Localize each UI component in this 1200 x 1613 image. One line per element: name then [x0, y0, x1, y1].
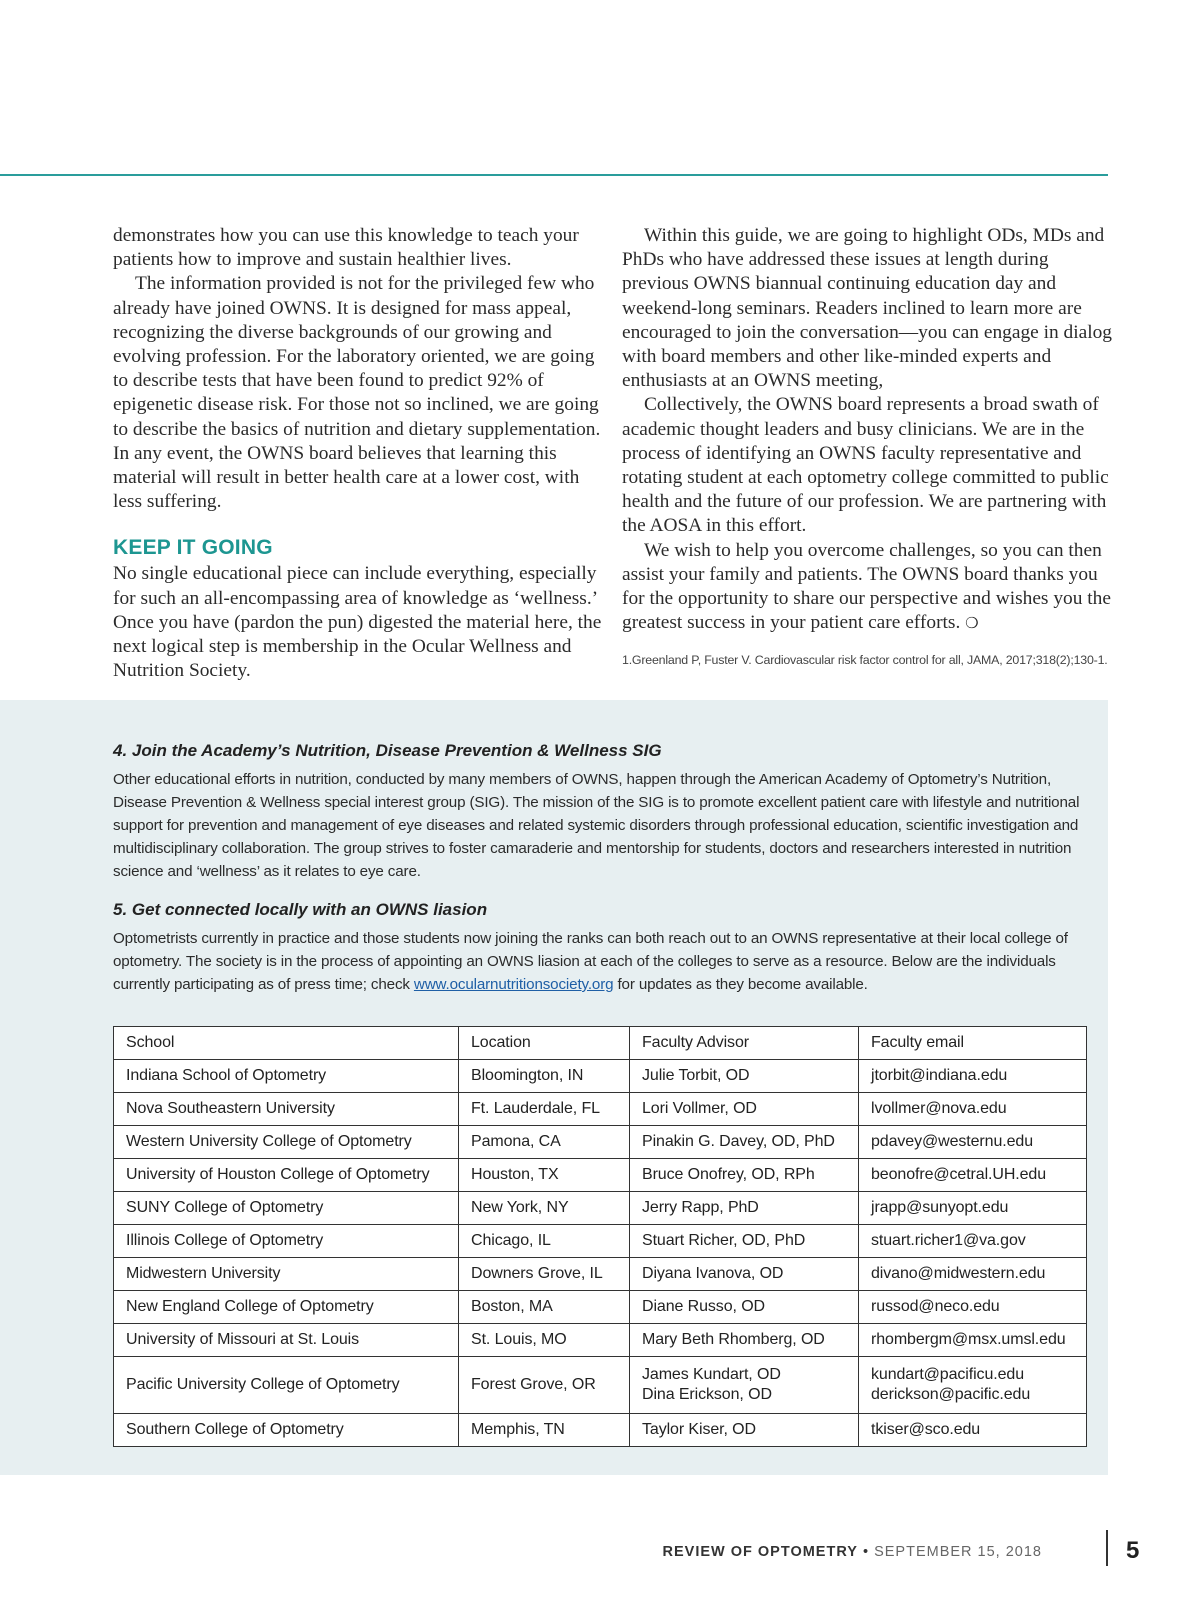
cell-location: New York, NY [459, 1192, 630, 1225]
owns-website-link[interactable]: www.ocularnutritionsociety.org [413, 976, 614, 993]
cell-school: Indiana School of Optometry [114, 1060, 459, 1093]
cell-email: russod@neco.edu [859, 1291, 1087, 1324]
liaison-table [113, 1026, 1087, 1447]
cell-advisor: Lori Vollmer, OD [630, 1093, 859, 1126]
cell-location: Downers Grove, IL [459, 1258, 630, 1291]
left-paragraph-1: demonstrates how you can use this knowledge to teach your patients how to improve and sustain healthier lives. [113, 225, 579, 271]
issue-date: SEPTEMBER 15, 2018 [874, 1544, 1042, 1560]
advisor-email-2: derickson@pacific.edu [871, 1386, 1031, 1403]
keep-it-going-heading: KEEP IT GOING [113, 536, 273, 560]
advisor-name-1: James Kundart, OD [642, 1366, 781, 1383]
table-row [114, 1093, 1087, 1126]
cell-advisor: Diyana Ivanova, OD [630, 1258, 859, 1291]
cell-location: Bloomington, IN [459, 1060, 630, 1093]
section-4-text: Other educational efforts in nutrition, conducted by many members of OWNS, happen through the American Academy of Optometry’s Nutrition, Disease Prevention & Wellness special interest group (SIG). The mission of the SIG is to promote excellent patient care with lifestyle and nutritional support for prevention and management of eye diseases and related systemic disorders through professional education, scientific investigation and multidisciplinary collaboration. The group strives to foster camaraderie and mentorship for students, doctors and researchers interested in nutrition science and ‘wellness’ as it relates to eye care. [113, 771, 1080, 880]
cell-location: Boston, MA [459, 1291, 630, 1324]
footnote: 1.Greenland P, Fuster V. Cardiovascular risk factor control for all, JAMA, 2017;318(2);130-1. [622, 653, 1108, 668]
right-paragraph-3 [622, 539, 1112, 636]
section-5-text-after: for updates as they become available. [617, 976, 868, 993]
cell-school: Midwestern University [114, 1258, 459, 1291]
section-5-text [113, 927, 1088, 996]
right-paragraph-2: Collectively, the OWNS board represents a broad swath of academic thought leaders and busy clinicians. We are in the process of identifying an OWNS faculty representative and rotating student at each optometry college committed to public health and the future of our profession. We are partnering with the AOSA in this effort. [622, 394, 1109, 537]
table-row [114, 1324, 1087, 1357]
footer-divider [1106, 1530, 1108, 1566]
cell-school: University of Houston College of Optometry [114, 1159, 459, 1192]
cell-school: Illinois College of Optometry [114, 1225, 459, 1258]
cell-school: SUNY College of Optometry [114, 1192, 459, 1225]
cell-email: divano@midwestern.edu [859, 1258, 1087, 1291]
cell-location: Memphis, TN [459, 1414, 630, 1447]
cell-email [859, 1357, 1087, 1414]
table-header-row [114, 1027, 1087, 1060]
cell-advisor: Pinakin G. Davey, OD, PhD [630, 1126, 859, 1159]
cell-location: Ft. Lauderdale, FL [459, 1093, 630, 1126]
table-row [114, 1414, 1087, 1447]
cell-location: Forest Grove, OR [459, 1357, 630, 1414]
cell-school: Western University College of Optometry [114, 1126, 459, 1159]
section-4-heading: 4. Join the Academy’s Nutrition, Disease Prevention & Wellness SIG [113, 741, 662, 760]
cell-school: University of Missouri at St. Louis [114, 1324, 459, 1357]
table-row [114, 1126, 1087, 1159]
cell-school: Southern College of Optometry [114, 1414, 459, 1447]
table-row [114, 1192, 1087, 1225]
cell-location: Chicago, IL [459, 1225, 630, 1258]
page-footer [663, 1544, 1043, 1560]
article-right-column [622, 224, 1112, 668]
sidebar-content [113, 740, 1088, 1012]
cell-email: rhombergm@msx.umsl.edu [859, 1324, 1087, 1357]
header-faculty-email: Faculty email [859, 1027, 1087, 1060]
end-mark-icon: ❍ [965, 614, 979, 633]
page-number: 5 [1126, 1537, 1140, 1564]
cell-school: New England College of Optometry [114, 1291, 459, 1324]
cell-advisor [630, 1357, 859, 1414]
cell-email: pdavey@westernu.edu [859, 1126, 1087, 1159]
cell-email: stuart.richer1@va.gov [859, 1225, 1087, 1258]
right-paragraph-3-text: We wish to help you overcome challenges, so you can then assist your family and patients. The OWNS board thanks you for the opportunity to share our perspective and wishes you the greatest success in your patient care efforts. [622, 539, 1111, 634]
cell-advisor: Stuart Richer, OD, PhD [630, 1225, 859, 1258]
table-row [114, 1159, 1087, 1192]
cell-advisor: Jerry Rapp, PhD [630, 1192, 859, 1225]
table-row [114, 1225, 1087, 1258]
cell-email: lvollmer@nova.edu [859, 1093, 1087, 1126]
table-row [114, 1258, 1087, 1291]
cell-advisor: Mary Beth Rhomberg, OD [630, 1324, 859, 1357]
cell-email: beonofre@cetral.UH.edu [859, 1159, 1087, 1192]
table-row [114, 1357, 1087, 1414]
advisor-name-2: Dina Erickson, OD [642, 1386, 772, 1403]
article-left-column [113, 224, 603, 683]
cell-location: Houston, TX [459, 1159, 630, 1192]
header-school: School [114, 1027, 459, 1060]
cell-email: jrapp@sunyopt.edu [859, 1192, 1087, 1225]
header-rule [0, 174, 1108, 176]
cell-school: Pacific University College of Optometry [114, 1357, 459, 1414]
cell-advisor: Diane Russo, OD [630, 1291, 859, 1324]
keep-it-going-paragraph: No single educational piece can include everything, especially for such an all-encompassing area of knowledge as ‘wellness.’ Once you have (pardon the pun) digested the material here, the next logical step is membership in the Ocular Wellness and Nutrition Society. [113, 563, 602, 682]
cell-school: Nova Southeastern University [114, 1093, 459, 1126]
footer-separator: • [862, 1544, 870, 1560]
section-5-heading: 5. Get connected locally with an OWNS liasion [113, 900, 488, 919]
header-location: Location [459, 1027, 630, 1060]
left-paragraph-2: The information provided is not for the privileged few who already have joined OWNS. It is designed for mass appeal, recognizing the diverse backgrounds of our growing and evolving profession. For the laboratory oriented, we are going to describe tests that have been found to predict 92% of epigenetic disease risk. For those not so inclined, we are going to describe the basics of nutrition and dietary supplementation. In any event, the OWNS board believes that learning this material will result in better health care at a lower cost, with less suffering. [113, 273, 601, 513]
table-row [114, 1060, 1087, 1093]
cell-advisor: Julie Torbit, OD [630, 1060, 859, 1093]
header-faculty-advisor: Faculty Advisor [630, 1027, 859, 1060]
cell-email: tkiser@sco.edu [859, 1414, 1087, 1447]
sidebar-box [0, 700, 1108, 1475]
publication-name: REVIEW OF OPTOMETRY [662, 1544, 858, 1560]
cell-advisor: Bruce Onofrey, OD, RPh [630, 1159, 859, 1192]
section-5-text-before: Optometrists currently in practice and those students now joining the ranks can both reach out to an OWNS representative at their local college of optometry. The society is in the process of appointing an OWNS liasion at each of the colleges to serve as a resource. Below are the individuals currently participating as of press time; check [113, 930, 1068, 993]
advisor-email-1: kundart@pacificu.edu [871, 1366, 1025, 1383]
table-row [114, 1291, 1087, 1324]
cell-location: Pamona, CA [459, 1126, 630, 1159]
cell-advisor: Taylor Kiser, OD [630, 1414, 859, 1447]
cell-email: jtorbit@indiana.edu [859, 1060, 1087, 1093]
cell-location: St. Louis, MO [459, 1324, 630, 1357]
right-paragraph-1: Within this guide, we are going to highlight ODs, MDs and PhDs who have addressed these issues at length during previous OWNS biannual continuing education day and weekend-long seminars. Readers inclined to learn more are encouraged to join the conversation—you can engage in dialog with board members and other like-minded experts and enthusiasts at an OWNS meeting, [622, 225, 1112, 392]
